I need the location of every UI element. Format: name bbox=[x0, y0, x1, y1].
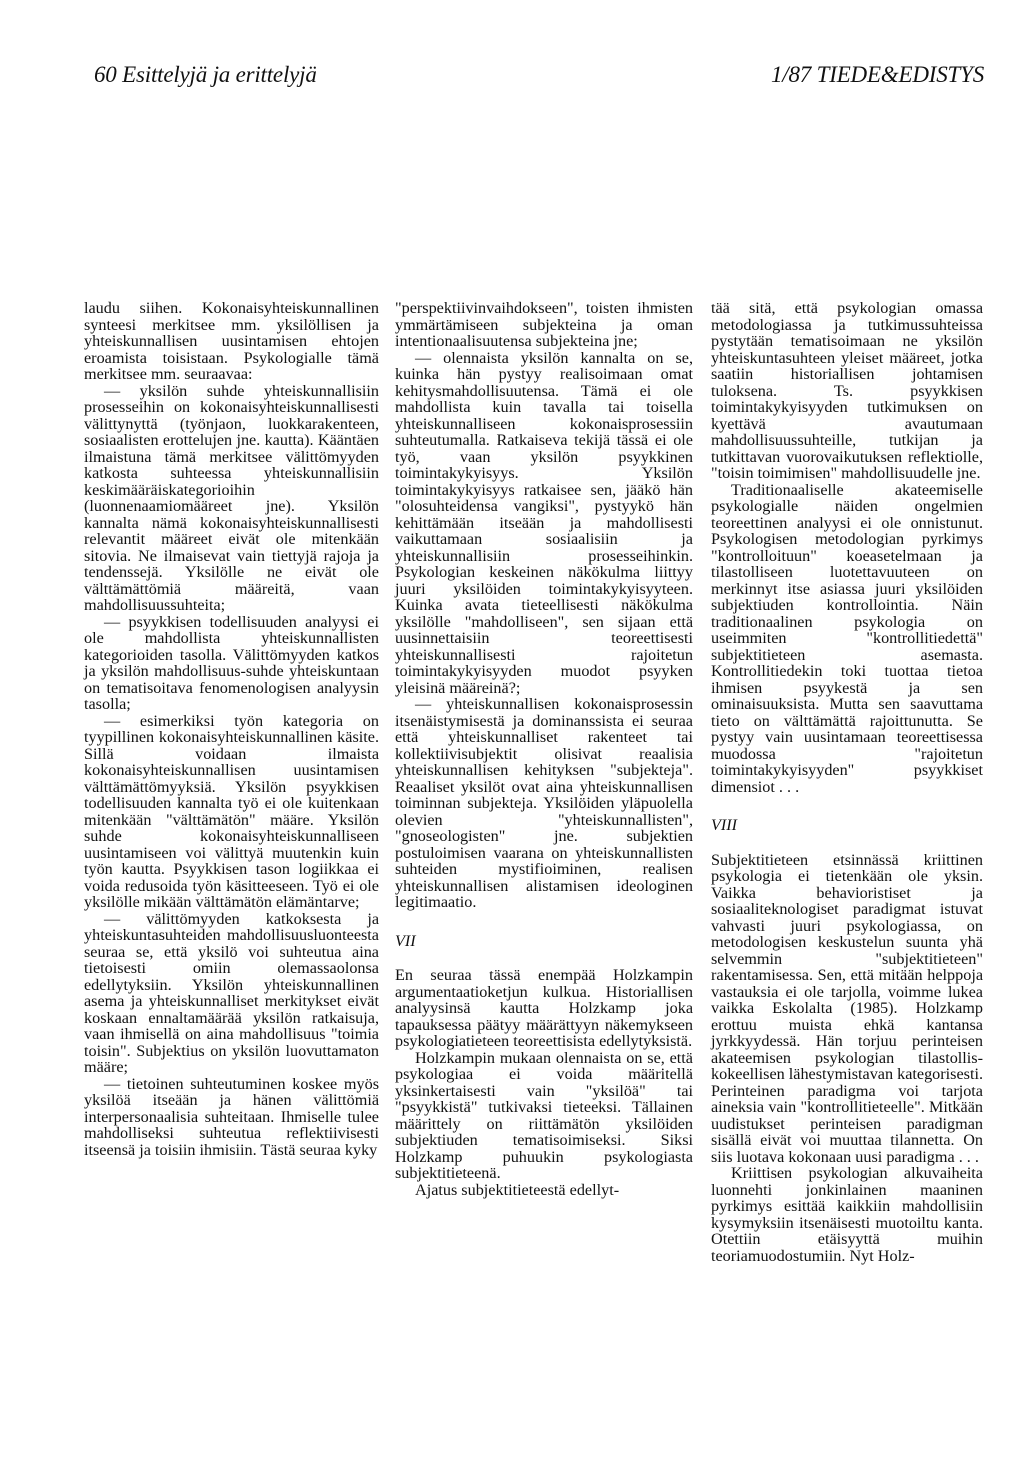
paragraph: — yhteiskunnallisen kokonaisprosessin itsenäistymisestä ja dominanssista ei seuraa että yhteiskunnalliset rakenteet tai kollektiivisubjektit olisivat reaalisia yhteiskunnallisen kehityksen "subjekteja". Reaaliset yksilöt ovat aina yhteiskunnallisen toiminnan subjekteja. Yksilöiden yläpuolella olevien "yhteiskunnallisten", "gnoseologisten" jne. subjektien postuloimisen vaarana on yhteiskunnallisten suhteiden mystifioiminen, realisen yhteiskunnallisen alistamisen ideologinen legitimaatio. bbox=[395, 695, 693, 911]
paragraph: Kriittisen psykologian alkuvaiheita luonnehti jonkinlainen maaninen pyrkimys esittää kaikkiin mahdollisiin kysymyksiin itsenäisesti muotoiltu kanta. Otettiin etäisyyttä muihin teoriamuodostumiin. Nyt Holz- bbox=[711, 1164, 983, 1265]
paragraph: Subjektitieteen etsinnässä kriittinen psykologia ei tietenkään ole yksin. Vaikka behavioristiset ja sosiaaliteknologiset paradigmat istuvat vahvasti juuri psykologiassa, on metodologisen keskustelun suunta yhä selvemmin "subjektitieteen" rakentamisessa. Sen, että mitään helppoja vastauksia ei ole tarjolla, voimme lukea vaikka Eskolalta (1985). Holzkamp erottuu muista ehkä kantansa jyrkkyydessä. Hän torjuu perinteisen akateemisen psykologian tilastollis-kokeellisen lähestymistavan kategorisesti. Perinteinen paradigma voi tarjota aineksia vain "kontrollitieteelle". Mitkään uudistukset perinteisen paradigman sisällä eivät voi muuttaa tilannetta. On siis luotava kokonaan uusi paradigma . . . bbox=[711, 850, 983, 1166]
header-journal-issue: 1/87 TIEDE&EDISTYS bbox=[771, 62, 984, 87]
paragraph: — esimerkiksi työn kategoria on tyypillinen kokonaisyhteiskunnallinen käsite. Sillä voidaan ilmaista kokonaisyhteiskunnallisen uusintamisen välttämättömyyksiä. Yksilön psyykkisen todellisuuden kannalta työ ei ole kuitenkaan mitenkään "välttämätön" määre. Yksilön suhde kokonaisyhteiskunnalliseen uusintamiseen voi välittyä muutenkin kuin työn kautta. Psyykkisen tason logiikkaa ei voida redusoida työn käsitteeseen. Työ ei ole yksilölle mikään välttämätön elämäntarve; bbox=[84, 711, 379, 911]
text-column-3 bbox=[711, 300, 983, 1264]
paragraph: En seuraa tässä enempää Holzkampin argumentaatioketjun kulkua. Historiallisen analyysinsä kautta Holzkamp joka tapauksessa päätyy määrättyyn näkemykseen psykologiatieteen teoreettisista edellytyksistä. bbox=[395, 966, 693, 1050]
paragraph: Traditionaaliselle akateemiselle psykologialle näiden ongelmien teoreettinen analyysi ei ole onnistunut. Psykologisen metodologian pyrkimys "kontrolloituun" koeasetelmaan ja tilastolliseen luotettavuuteen on merkinnyt itse asiassa juuri yksilöiden subjektiuden kontrollointia. Näin traditionaalinen psykologia on useimmiten "kontrollitiedettä" subjektitieteen asemasta. Kontrollitiedekin toki tuottaa tietoa ihmisen psyykestä ja sen ominaisuuksista. Mutta sen saavuttama tieto on välttämättä rajoittunutta. Se pystyy vain uusintamaan teoreettisessa muodossa "rajoitetun toimintakykyisyyden" psyykkiset dimensiot . . . bbox=[711, 480, 983, 796]
text-column-2 bbox=[395, 300, 693, 1198]
paragraph: Holzkampin mukaan olennaista on se, että psykologiaa ei voida määritellä yksinkertaisesti vain "yksilöä" tai "psyykkistä" tutkivaksi tieteeksi. Tällainen määrittely on riittämätön yksilöiden subjektiuden tematisoimiseksi. Siksi Holzkamp puhuukin psykologiasta subjektitieteenä. bbox=[395, 1048, 693, 1182]
text-column-1 bbox=[84, 300, 379, 1158]
section-heading: VIII bbox=[711, 816, 738, 834]
paragraph: — yksilön suhde yhteiskunnallisiin prosesseihin on kokonaisyhteiskunnallisesti välittynyttä (työnjaon, luokkarakenteen, sosiaalisten erottelujen jne. kautta). Kääntäen ilmaistuna tämä merkitsee välittömyyden katkosta suhteessa yhteiskunnallisiin keskimääräiskategorioihin (luonnenaamiomääreet jne). Yksilön kannalta nämä kokonaisyhteiskunnallisesti relevantit määreet eivät ole mitenkään sitovia. Ne ilmaisevat vain tiettyjä rajoja ja tendenssejä. Yksilölle ne eivät ole välttämättömiä määreitä, vaan mahdollisuussuhteita; bbox=[84, 381, 379, 614]
paragraph: "perspektiivinvaihdokseen", toisten ihmisten ymmärtämiseen subjekteina ja oman intentionaalisuutensa subjekteina jne; bbox=[395, 299, 693, 350]
paragraph: — tietoinen suhteutuminen koskee myös yksilöä itseään ja hänen välittömiä interpersonaalisia suhteitaan. Ihmiselle tulee mahdolliseksi suhteutua reflektiivisesti itseensä ja toisiin ihmisiin. Tästä seuraa kyky bbox=[84, 1074, 379, 1159]
section-heading: VII bbox=[395, 931, 416, 950]
paragraph: — välittömyyden katkoksesta ja yhteiskuntasuhteiden mahdollisuusluonteesta seuraa se, että yksilö voi suhteutua aina tietoisesti omiin olemassaolonsa edellytyksiin. Yksilön yhteiskunnallinen asema ja yhteiskunnalliset merkitykset eivät koskaan ennaltamäärää yksilön ratkaisuja, vaan ihmisellä on aina mahdollisuus "toimia toisin". Subjektius on yksilön luovuttamaton määre; bbox=[84, 909, 379, 1076]
paragraph: laudu siihen. Kokonaisyhteiskunnallinen synteesi merkitsee mm. yksilöllisen ja yhteiskunnallisen uusintamisen ehtojen eroamista toisistaan. Psykologialle tämä merkitsee mm. seuraavaa: bbox=[84, 299, 379, 383]
paragraph: Ajatus subjektitieteestä edellyt- bbox=[415, 1180, 620, 1199]
paragraph: — olennaista yksilön kannalta on se, kuinka hän pystyy realisoimaan omat kehitysmahdollisuutensa. Tämä ei ole mahdollista kuin tavalla tai toisella yhteiskunnalliseen kokonaisprosessiin suhteutumalla. Ratkaiseva tekijä tässä ei ole työ, vaan yksilön psyykkinen toimintakykyisyys. Yksilön toimintakykyisyys ratkaisee sen, jääkö hän "olosuhteidensa vangiksi", pystyykö hän kehittämään itseään ja mahdollisesti vaikuttamaan sosiaalisiin ja yhteiskunnallisiin prosesseihinkin. Psykologian keskeinen näkökulma liittyy juuri yksilöiden toimintakykyisyyteen. Kuinka avata tieteellisesti näkökulma yksilölle "mahdolliseen", sen sijaan että uusinnettaisiin teoreettisesti yhteiskunnallisesti rajoitetun toimintakykyisyyden muodot psyyken yleisinä määreinä?; bbox=[395, 348, 693, 697]
paragraph: tää sitä, että psykologian omassa metodologiassa ja tutkimussuhteissa pystytään tematisoimaan ne yksilön yhteiskuntasuhteen yleiset määreet, jotka saatiin historiallisen johtamisen tuloksena. Ts. psyykkisen toimintakykyisyyden tutkimuksen on kyettävä avautumaan mahdollisuussuhteille, tutkijan ja tutkittavan vuorovaikutuksen reflektiolle, "toisin toimimisen" mahdollisuudelle jne. bbox=[711, 299, 983, 482]
running-header bbox=[94, 62, 984, 102]
header-page-section: 60 Esittelyjä ja erittelyjä bbox=[94, 62, 317, 87]
paragraph: — psyykkisen todellisuuden analyysi ei ole mahdollista yhteiskunnallisten kategorioiden tasolla. Välittömyyden katkos ja yksilön mahdollisuus-suhde yhteiskuntaan on tematisoitava fenomenologisen analyysin tasolla; bbox=[84, 612, 379, 713]
